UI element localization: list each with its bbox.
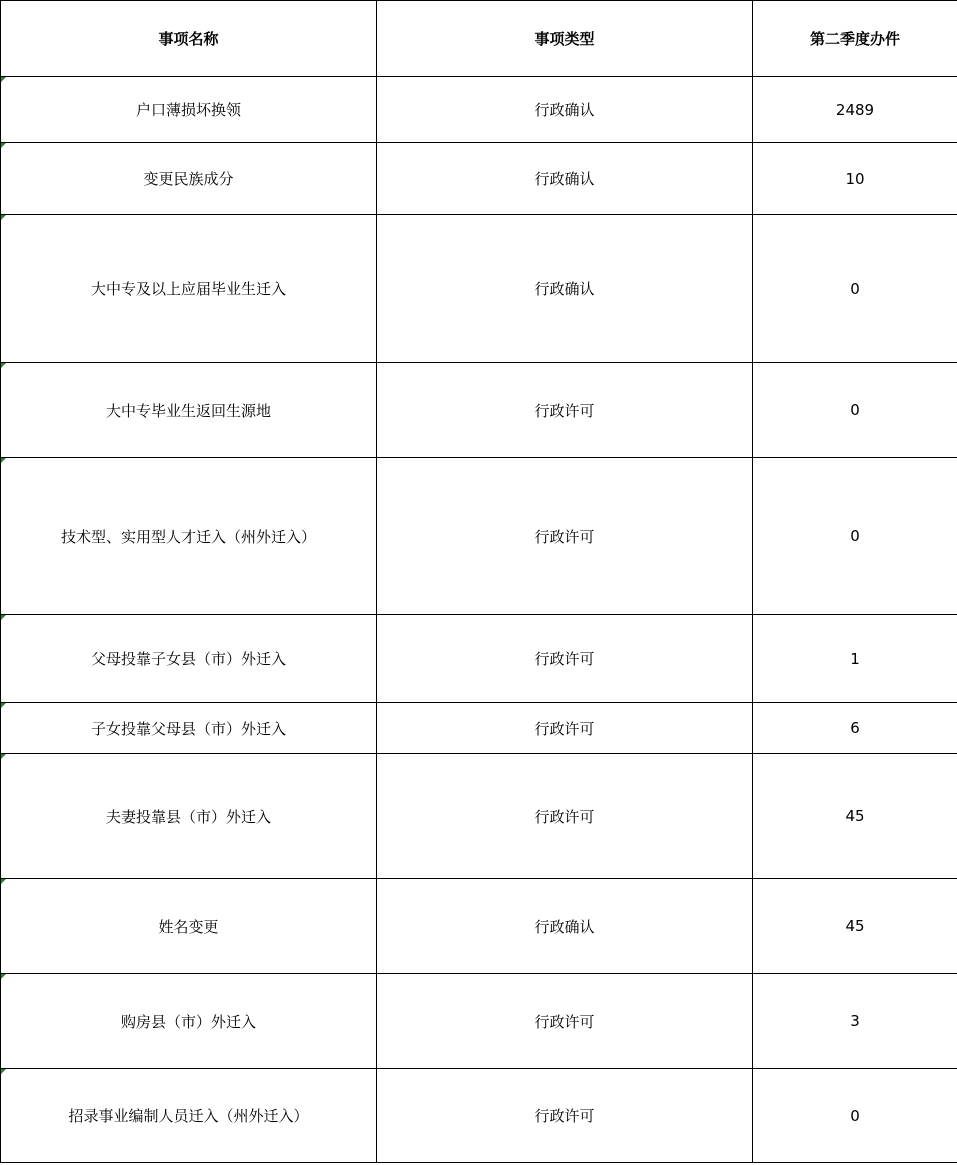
item-type-cell: 行政许可 xyxy=(377,974,753,1069)
item-count-cell: 0 xyxy=(753,215,957,363)
item-count-cell: 6 xyxy=(753,703,957,754)
item-name-cell: 变更民族成分 xyxy=(1,143,377,215)
item-name-cell: 大中专毕业生返回生源地 xyxy=(1,363,377,458)
item-count-cell: 1 xyxy=(753,615,957,703)
item-count-cell: 0 xyxy=(753,458,957,615)
item-type-cell: 行政确认 xyxy=(377,879,753,974)
table-row xyxy=(1,754,957,879)
item-name-cell: 父母投靠子女县（市）外迁入 xyxy=(1,615,377,703)
item-name-cell: 子女投靠父母县（市）外迁入 xyxy=(1,703,377,754)
item-type-cell: 行政许可 xyxy=(377,458,753,615)
item-type-cell: 行政许可 xyxy=(377,363,753,458)
item-count-cell: 10 xyxy=(753,143,957,215)
item-count-cell: 0 xyxy=(753,1069,957,1163)
item-name-cell: 户口薄损坏换领 xyxy=(1,77,377,143)
item-name-cell: 购房县（市）外迁入 xyxy=(1,974,377,1069)
item-name-cell: 技术型、实用型人才迁入（州外迁入） xyxy=(1,458,377,615)
item-name-cell: 招录事业编制人员迁入（州外迁入） xyxy=(1,1069,377,1163)
item-type-cell: 行政许可 xyxy=(377,1069,753,1163)
table-row xyxy=(1,703,957,754)
item-type-cell: 行政确认 xyxy=(377,143,753,215)
item-name-cell: 姓名变更 xyxy=(1,879,377,974)
item-name-cell: 夫妻投靠县（市）外迁入 xyxy=(1,754,377,879)
item-type-cell: 行政确认 xyxy=(377,215,753,363)
item-count-cell: 45 xyxy=(753,879,957,974)
table-row xyxy=(1,458,957,615)
table-row xyxy=(1,974,957,1069)
table-row xyxy=(1,215,957,363)
header-item-type: 事项类型 xyxy=(377,1,753,77)
header-q2-count: 第二季度办件 xyxy=(753,1,957,77)
table-row xyxy=(1,363,957,458)
item-type-cell: 行政确认 xyxy=(377,77,753,143)
header-item-name: 事项名称 xyxy=(1,1,377,77)
item-count-cell: 3 xyxy=(753,974,957,1069)
table-row xyxy=(1,143,957,215)
table-row xyxy=(1,1069,957,1163)
item-count-cell: 2489 xyxy=(753,77,957,143)
item-count-cell: 0 xyxy=(753,363,957,458)
item-count-cell: 45 xyxy=(753,754,957,879)
table-row xyxy=(1,615,957,703)
item-name-cell: 大中专及以上应届毕业生迁入 xyxy=(1,215,377,363)
item-type-cell: 行政许可 xyxy=(377,703,753,754)
table-row xyxy=(1,77,957,143)
item-type-cell: 行政许可 xyxy=(377,615,753,703)
item-type-cell: 行政许可 xyxy=(377,754,753,879)
header-row xyxy=(1,1,957,77)
table-row xyxy=(1,879,957,974)
